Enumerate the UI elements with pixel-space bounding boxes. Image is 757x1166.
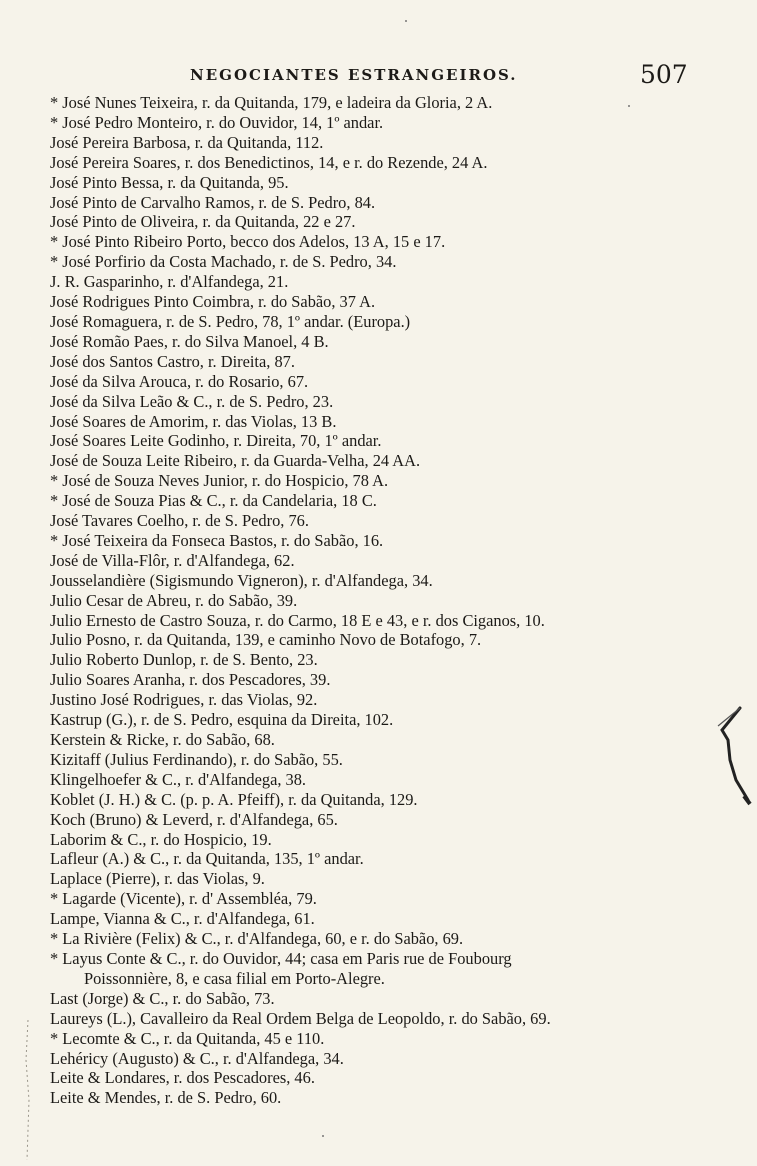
directory-entry: * José Porfirio da Costa Machado, r. de S. Pedro, 34. [50,252,397,272]
directory-entry: José Romaguera, r. de S. Pedro, 78, 1º andar. (Europa.) [50,311,411,331]
directory-entry: José dos Santos Castro, r. Direita, 87. [50,351,295,371]
directory-entry: * Lagarde (Vicente), r. d' Assembléa, 79. [50,889,317,909]
directory-entry: José da Silva Arouca, r. do Rosario, 67. [50,371,309,391]
directory-entry: * José Pinto Ribeiro Porto, becco dos Adelos, 13 A, 15 e 17. [50,232,446,252]
directory-entry: José Tavares Coelho, r. de S. Pedro, 76. [50,511,309,531]
directory-entry: Laureys (L.), Cavalleiro da Real Ordem Belga de Leopoldo, r. do Sabão, 69. [50,1008,551,1028]
running-title: NEGOCIANTES ESTRANGEIROS. [190,66,518,84]
ink-speck [628,105,630,107]
directory-entry: Julio Posno, r. da Quitanda, 139, e caminho Novo de Botafogo, 7. [50,630,482,650]
directory-entry: Laplace (Pierre), r. das Violas, 9. [50,869,265,889]
pencil-margin-mark [700,700,757,810]
directory-entry: Lafleur (A.) & C., r. da Quitanda, 135, 1º andar. [50,849,364,869]
directory-entry: Justino José Rodrigues, r. das Violas, 92. [50,690,318,710]
directory-entry: * Layus Conte & C., r. do Ouvidor, 44; casa em Paris rue de Foubourg [50,948,512,968]
directory-entry: José Rodrigues Pinto Coimbra, r. do Sabão, 37 A. [50,292,376,312]
page-number: 507 [640,60,688,89]
directory-entry: * Lecomte & C., r. da Quitanda, 45 e 110. [50,1028,325,1048]
directory-entry: Kerstein & Ricke, r. do Sabão, 68. [50,730,275,749]
directory-entry: Kastrup (G.), r. de S. Pedro, esquina da Direita, 102. [50,710,394,730]
directory-entry: Leite & Londares, r. dos Pescadores, 46. [50,1068,315,1088]
directory-entry: José de Souza Leite Ribeiro, r. da Guarda-Velha, 24 AA. [50,451,421,471]
directory-entry: Koch (Bruno) & Leverd, r. d'Alfandega, 65. [50,809,338,829]
directory-entry: Last (Jorge) & C., r. do Sabão, 73. [50,988,275,1008]
directory-entry: Poissonnière, 8, e casa filial em Porto-Alegre. [84,968,385,988]
directory-entry: Kizitaff (Julius Ferdinando), r. do Sabão, 55. [50,749,343,769]
directory-entry: Leite & Mendes, r. de S. Pedro, 60. [50,1088,282,1108]
directory-entry: * José Teixeira da Fonseca Bastos, r. do Sabão, 16. [50,530,384,550]
directory-entry: José de Villa-Flôr, r. d'Alfandega, 62. [50,550,295,570]
directory-entry: Julio Roberto Dunlop, r. de S. Bento, 23. [50,650,318,670]
directory-entry: J. R. Gasparinho, r. d'Alfandega, 21. [50,272,289,292]
directory-entry: Jousselandière (Sigismundo Vigneron), r. d'Alfandega, 34. [50,570,433,590]
directory-entry: Laborim & C., r. do Hospicio, 19. [50,829,272,849]
page-header [190,62,700,90]
directory-entry: José da Silva Leão & C., r. de S. Pedro, 23. [50,391,334,411]
directory-entry: Julio Soares Aranha, r. dos Pescadores, 39. [50,670,331,690]
directory-entry: * José Nunes Teixeira, r. da Quitanda, 179, e ladeira da Gloria, 2 A. [50,93,493,112]
directory-entry: José Pereira Soares, r. dos Benedictinos, 14, e r. do Rezende, 24 A. [50,152,488,172]
directory-entry: Julio Cesar de Abreu, r. do Sabão, 39. [50,590,298,610]
directory-entry: José Soares de Amorim, r. das Violas, 13 B. [50,411,337,431]
directory-entry: Lampe, Vianna & C., r. d'Alfandega, 61. [50,909,315,929]
directory-entry: * José Pedro Monteiro, r. do Ouvidor, 14, 1º andar. [50,112,384,132]
directory-entry: Klingelhoefer & C., r. d'Alfandega, 38. [50,769,307,789]
ink-speck [405,20,407,22]
directory-entry: * La Rivière (Felix) & C., r. d'Alfandega, 60, e r. do Sabão, 69. [50,929,464,949]
directory-entry: José Pinto Bessa, r. da Quitanda, 95. [50,172,289,192]
directory-entry: * José de Souza Neves Junior, r. do Hospicio, 78 A. [50,471,389,491]
directory-entry: José Pinto de Carvalho Ramos, r. de S. Pedro, 84. [50,192,376,212]
directory-entry: * José de Souza Pias & C., r. da Candelaria, 18 C. [50,491,377,511]
directory-entry: Koblet (J. H.) & C. (p. p. A. Pfeiff), r. da Quitanda, 129. [50,789,418,809]
directory-entry: José Pinto de Oliveira, r. da Quitanda, 22 e 27. [50,212,356,232]
directory-entry: Lehéricy (Augusto) & C., r. d'Alfandega, 34. [50,1048,344,1068]
page-edge-mark [8,1020,34,1160]
directory-entry: José Soares Leite Godinho, r. Direita, 70, 1º andar. [50,431,382,451]
directory-entry: José Romão Paes, r. do Silva Manoel, 4 B. [50,331,329,351]
directory-entry: Julio Ernesto de Castro Souza, r. do Carmo, 18 E e 43, e r. dos Ciganos, 10. [50,610,545,630]
directory-entries [50,93,710,1108]
directory-entry: José Pereira Barbosa, r. da Quitanda, 112. [50,132,324,152]
ink-speck [322,1135,324,1137]
